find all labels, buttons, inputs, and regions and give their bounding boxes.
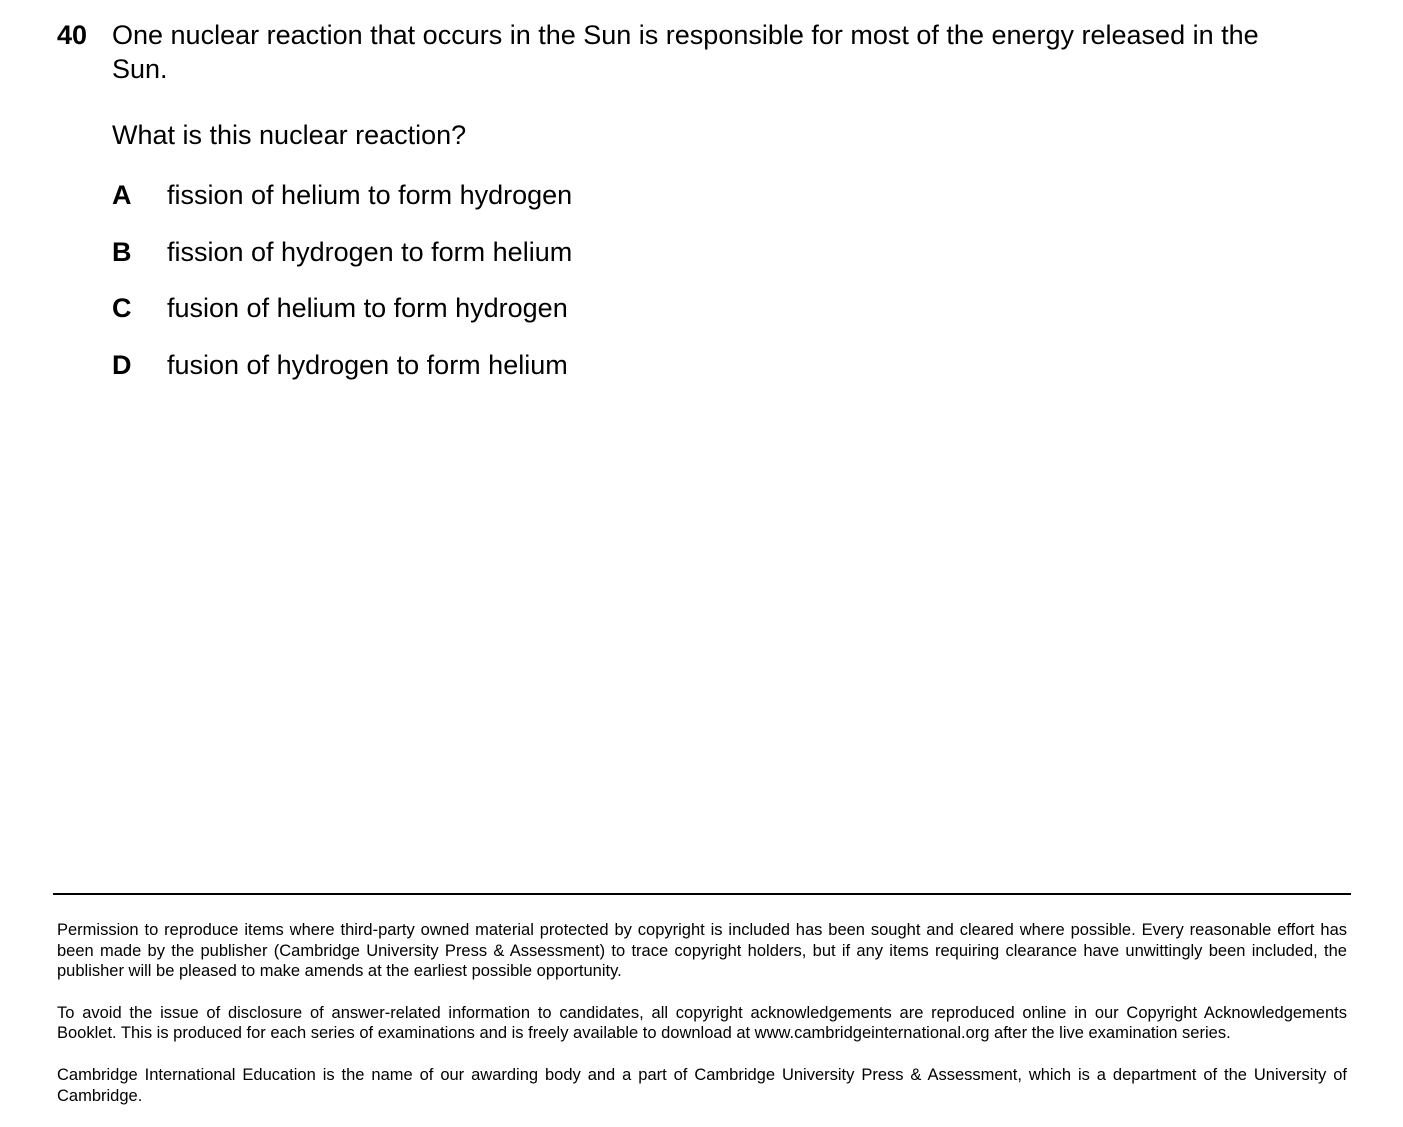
option-text: fission of helium to form hydrogen [167,180,573,210]
question-stem: One nuclear reaction that occurs in the Sun is responsible for most of the energy released in the Sun. [112,20,1259,84]
acknowledgements-paragraph: To avoid the issue of disclosure of answer-related information to candidates, all copyright acknowledgements are reproduced online in our Copyright Acknowledgements Booklet. This is produced for each series of examinations and is freely available to download at www.cambridgeinternational.org after the live examination series. [57,1003,1347,1043]
option-text: fusion of hydrogen to form helium [167,349,568,380]
option-text: fission of hydrogen to form helium [167,236,573,267]
awarding-body-paragraph: Cambridge International Education is the name of our awarding body and a part of Cambridge University Press & Assessment, which is a department of the University of Cambridge. [57,1065,1347,1105]
option-text: fusion of helium to form hydrogen [167,293,568,323]
option-letter: C [112,293,132,323]
permission-paragraph: Permission to reproduce items where third-party owned material protected by copyright is included has been sought and cleared where possible. Every reasonable effort has been made by the publisher (Cambridge University Press & Assessment) to trace copyright holders, but if any items requiring clearance have unwittingly been included, the publisher will be pleased to make amends at the earliest possible opportunity. [57,921,1347,981]
option-letter: A [112,180,132,210]
footer-divider [53,893,1351,895]
option-letter: B [112,236,132,267]
question-prompt: What is this nuclear reaction? [112,120,467,150]
question-number: 40 [57,20,88,50]
option-letter: D [112,349,132,380]
copyright-footer [57,920,1347,1127]
